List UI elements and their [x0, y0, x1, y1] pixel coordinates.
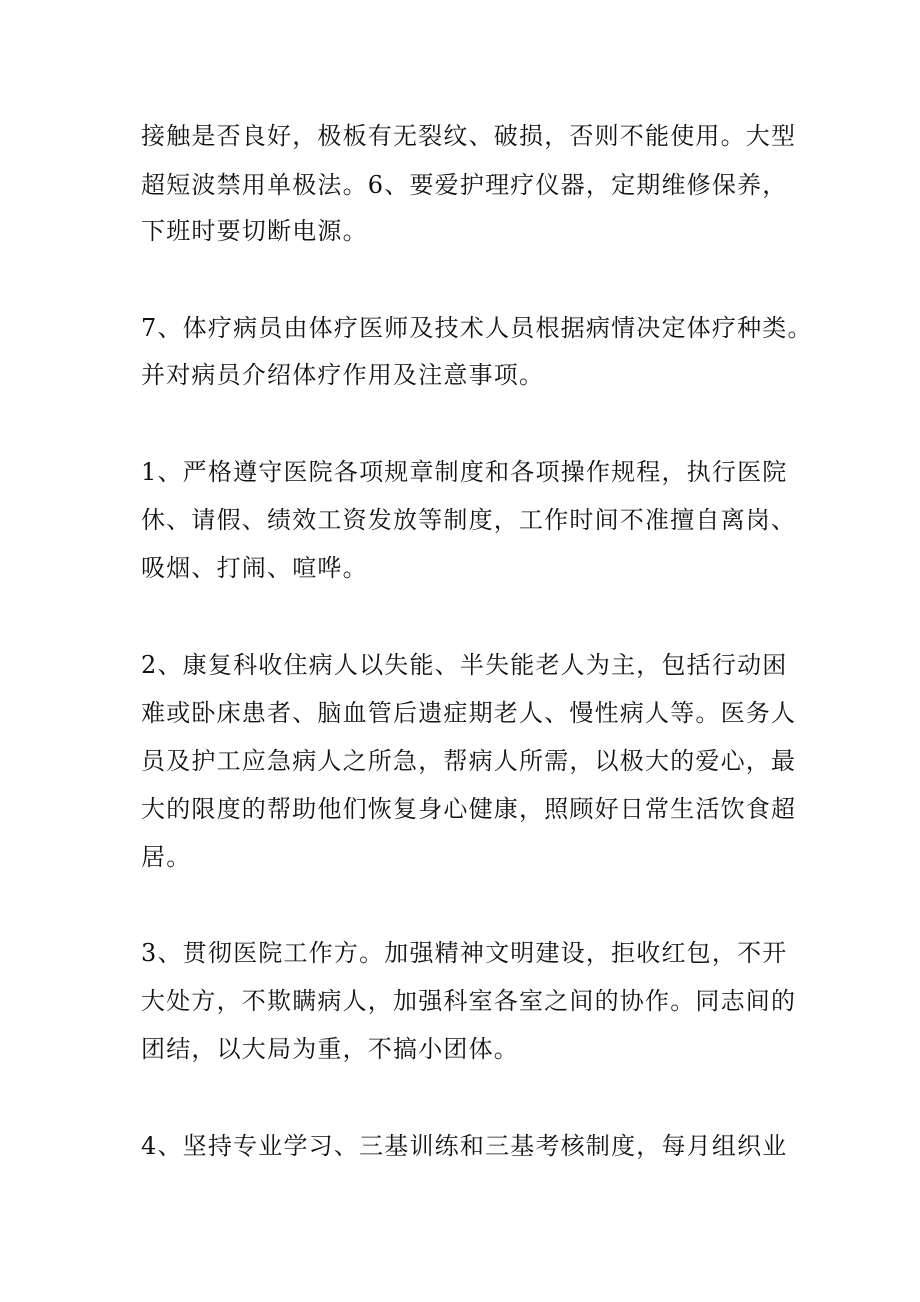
text-line: 下班时要切断电源。	[141, 217, 368, 245]
text-line: 休、请假、绩效工资发放等制度，工作时间不准擅自离岗、	[141, 506, 797, 534]
text-line: 居。	[141, 843, 192, 871]
text-line: 7、体疗病员由体疗医师及技术人员根据病情决定体疗种类。	[141, 314, 813, 342]
text-line: 吸烟、打闹、喧哗。	[141, 554, 368, 582]
text-line: 大处方，不欺瞒病人，加强科室各室之间的协作。同志间的	[141, 987, 797, 1015]
text-line: 2、康复科收住病人以失能、半失能老人为主，包括行动困	[141, 651, 788, 679]
text-line: 难或卧床患者、脑血管后遗症期老人、慢性病人等。医务人	[141, 699, 797, 727]
text-line: 并对病员介绍体疗作用及注意事项。	[141, 361, 545, 389]
text-line: 1、严格遵守医院各项规章制度和各项操作规程，执行医院	[141, 458, 788, 486]
text-line: 大的限度的帮助他们恢复身心健康，照顾好日常生活饮食超	[141, 795, 797, 823]
text-line: 4、坚持专业学习、三基训练和三基考核制度，每月组织业	[141, 1132, 788, 1160]
text-line: 超短波禁用单极法。6、要爱护理疗仪器，定期维修保养，	[141, 171, 788, 199]
text-line: 接触是否良好，极板有无裂纹、破损，否则不能使用。大型	[141, 122, 797, 150]
text-line: 员及护工应急病人之所急，帮病人所需，以极大的爱心，最	[141, 747, 797, 775]
text-line: 团结，以大局为重，不搞小团体。	[141, 1035, 519, 1063]
text-line: 3、贯彻医院工作方。加强精神文明建设，拒收红包，不开	[141, 939, 788, 967]
